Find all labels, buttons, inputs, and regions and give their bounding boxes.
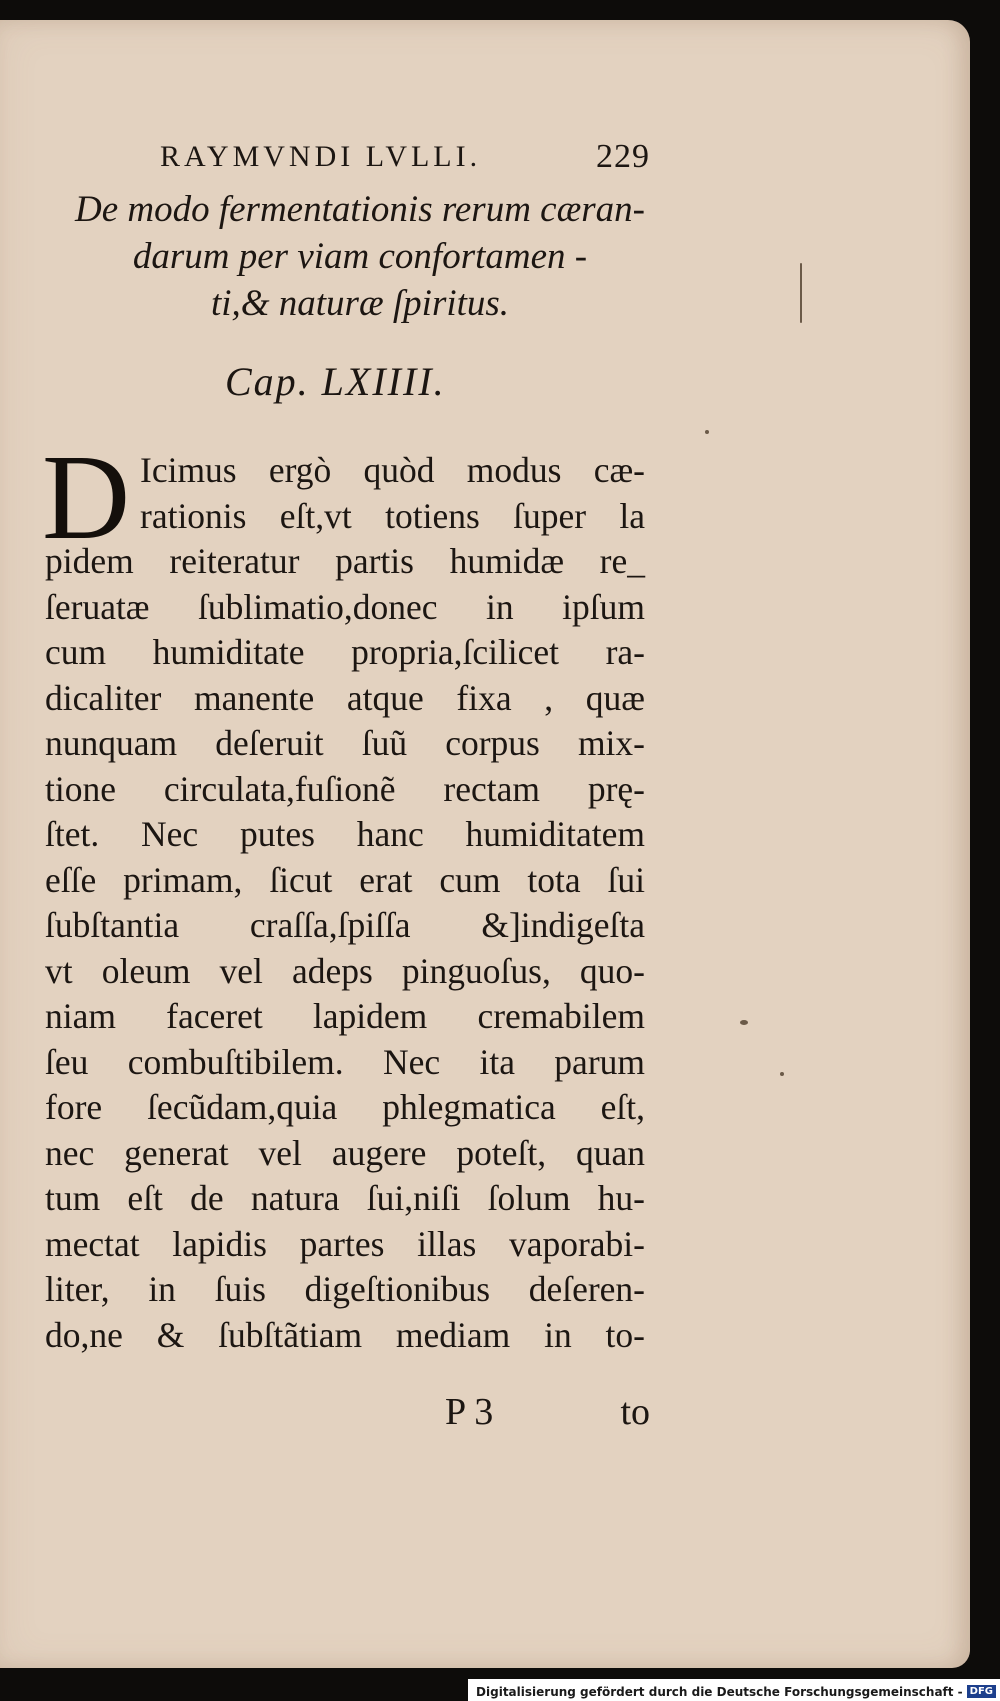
- text-line: nunquam deſeruit ſuũ corpus mix-: [45, 723, 645, 763]
- body-text: [45, 448, 645, 1358]
- text-line: tum eſt de natura ſui,niſi ſolum hu-: [45, 1178, 645, 1218]
- text-line: liter, in ſuis digeſtionibus deſeren-: [45, 1269, 645, 1309]
- text-line: do,ne & ſubſtãtiam mediam in to-: [45, 1314, 645, 1355]
- text-line: ſeu combuſtibilem. Nec ita parum: [45, 1041, 645, 1082]
- drop-cap-initial: D: [42, 430, 131, 565]
- text-line: ſtet. Nec putes hanc humiditatem: [45, 814, 645, 854]
- paper-speck: [800, 263, 802, 323]
- dfg-logo-icon: DFG: [967, 1685, 996, 1698]
- signature-mark: P 3: [445, 1391, 494, 1433]
- text-line: niam faceret lapidem cremabilem: [45, 996, 645, 1036]
- text-line: rationis eſt,vt totiens ſuper la: [140, 495, 645, 536]
- text-line: ſubſtantia craſſa,ſpiſſa &]indigeſta: [45, 905, 645, 945]
- paper-speck: [780, 1072, 784, 1076]
- text-line: dicaliter manente atque fixa , quæ: [45, 677, 645, 718]
- page-number: 229: [596, 138, 650, 175]
- text-line: nec generat vel augere poteſt, quan: [45, 1132, 645, 1173]
- digitization-credit: [468, 1679, 1000, 1701]
- chapter-title-line: darum per viam confortamen ‑: [132, 236, 588, 277]
- text-line: fore ſecũdam,quia phlegmatica eſt,: [45, 1087, 645, 1127]
- chapter-title-line: De modo fermentationis rerum cæran-: [74, 189, 645, 230]
- text-line: cum humiditate propria,ſcilicet ra-: [45, 632, 645, 672]
- text-line: vt oleum vel adeps pinguoſus, quo-: [45, 950, 645, 991]
- page-footer-marks: [440, 1390, 650, 1440]
- text-line: pidem reiteratur partis humidæ re_: [45, 541, 645, 581]
- chapter-number: Cap. LXIIII.: [225, 359, 446, 404]
- paper-speck: [740, 1020, 748, 1025]
- catchword: to: [620, 1391, 650, 1433]
- running-head: [160, 140, 650, 180]
- chapter-title-line: ti,& naturæ ſpiritus.: [210, 283, 510, 324]
- paper-speck: [705, 430, 709, 434]
- text-line: Icimus ergò quòd modus cæ-: [140, 450, 645, 490]
- text-line: eſſe primam, ſicut erat cum tota ſui: [45, 859, 645, 900]
- chapter-title: [60, 186, 660, 327]
- text-line: mectat lapidis partes illas vaporabi-: [45, 1223, 645, 1264]
- text-line: ſeruatæ ſublimatio,donec in ipſum: [45, 586, 645, 627]
- text-line: tione circulata,fuſionẽ rectam prę-: [45, 768, 645, 809]
- running-head-title: RAYMVNDI LVLLI.: [160, 140, 482, 173]
- digitization-credit-text: Digitalisierung gefördert durch die Deutsche Forschungsgemeinschaft -: [476, 1684, 963, 1699]
